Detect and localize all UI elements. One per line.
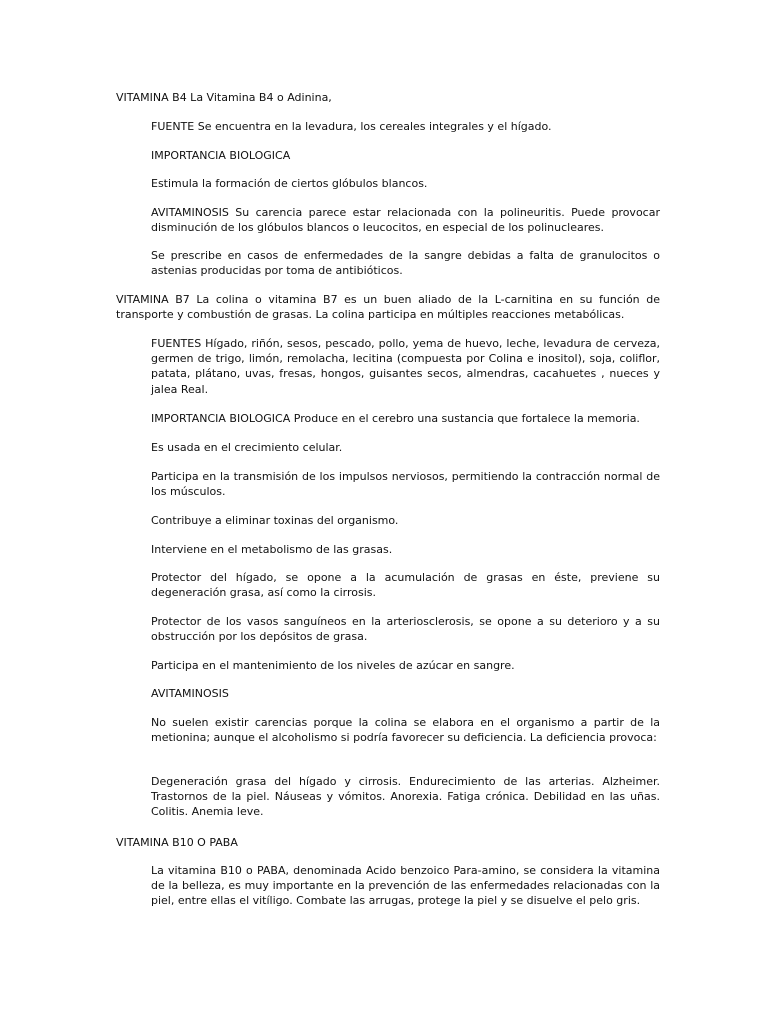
- paragraph-b7-fuentes: FUENTES Hígado, riñón, sesos, pescado, pollo, yema de huevo, leche, levadura de cerveza, germen de trigo, limón, remolacha, lecitina (compuesta por Colina e inositol), soja, coliflor, patata, plátano, uvas, fresas, hongos, guisantes secos, almendras, cacahuetes , nueces y jalea Real.: [151, 337, 660, 396]
- paragraph-b4-estimula: Estimula la formación de ciertos glóbulos blancos.: [151, 177, 428, 190]
- paragraph-b4-importancia: IMPORTANCIA BIOLOGICA: [151, 149, 291, 162]
- paragraph-b7-importancia: IMPORTANCIA BIOLOGICA Produce en el cerebro una sustancia que fortalece la memoria.: [151, 412, 640, 425]
- paragraph-b7-azucar: Participa en el mantenimiento de los niveles de azúcar en sangre.: [151, 659, 515, 672]
- paragraph-b7-carencias: No suelen existir carencias porque la colina se elabora en el organismo a partir de la metionina; aunque el alcoholismo si podría favorecer su deficiencia. La deficiencia provoca:: [151, 716, 660, 745]
- paragraph-b4-avitaminosis: AVITAMINOSIS Su carencia parece estar relacionada con la polineuritis. Puede provocar disminución de los glóbulos blancos o leucocitos, en especial de los polinucleares.: [151, 206, 660, 235]
- paragraph-b4-fuente: FUENTE Se encuentra en la levadura, los cereales integrales y el hígado.: [151, 120, 552, 133]
- section-heading-b10: VITAMINA B10 O PABA: [116, 836, 238, 849]
- paragraph-b7-avitaminosis: AVITAMINOSIS: [151, 687, 229, 700]
- paragraph-b7-toxinas: Contribuye a eliminar toxinas del organismo.: [151, 514, 399, 527]
- paragraph-b7-degeneracion: Degeneración grasa del hígado y cirrosis. Endurecimiento de las arterias. Alzheimer. Trastornos de la piel. Náuseas y vómitos. Anorexia. Fatiga crónica. Debilidad en las uñas. Colitis. Anemia leve.: [151, 775, 660, 819]
- paragraph-b7-vasos: Protector de los vasos sanguíneos en la arteriosclerosis, se opone a su deterioro y a su obstrucción por los depósitos de grasa.: [151, 615, 660, 644]
- paragraph-b7-transmision: Participa en la transmisión de los impulsos nerviosos, permitiendo la contracción normal de los músculos.: [151, 470, 660, 499]
- section-heading-b4: VITAMINA B4 La Vitamina B4 o Adinina,: [116, 91, 332, 104]
- paragraph-b7-crecimiento: Es usada en el crecimiento celular.: [151, 441, 343, 454]
- section-heading-b7: VITAMINA B7 La colina o vitamina B7 es un buen aliado de la L-carnitina en su función de transporte y combustión de grasas. La colina participa en múltiples reacciones metabólicas.: [116, 293, 660, 322]
- paragraph-b7-higado: Protector del hígado, se opone a la acumulación de grasas en éste, previene su degeneración grasa, así como la cirrosis.: [151, 571, 660, 600]
- paragraph-b4-prescribe: Se prescribe en casos de enfermedades de la sangre debidas a falta de granulocitos o astenias producidas por toma de antibióticos.: [151, 249, 660, 278]
- paragraph-b7-metabolismo: Interviene en el metabolismo de las grasas.: [151, 543, 393, 556]
- paragraph-b10-vitamina: La vitamina B10 o PABA, denominada Acido benzoico Para-amino, se considera la vitamina de la belleza, es muy importante en la prevención de las enfermedades relacionadas con la piel, entre ellas el vitíligo. Combate las arrugas, protege la piel y se disuelve el pelo gris.: [151, 864, 660, 908]
